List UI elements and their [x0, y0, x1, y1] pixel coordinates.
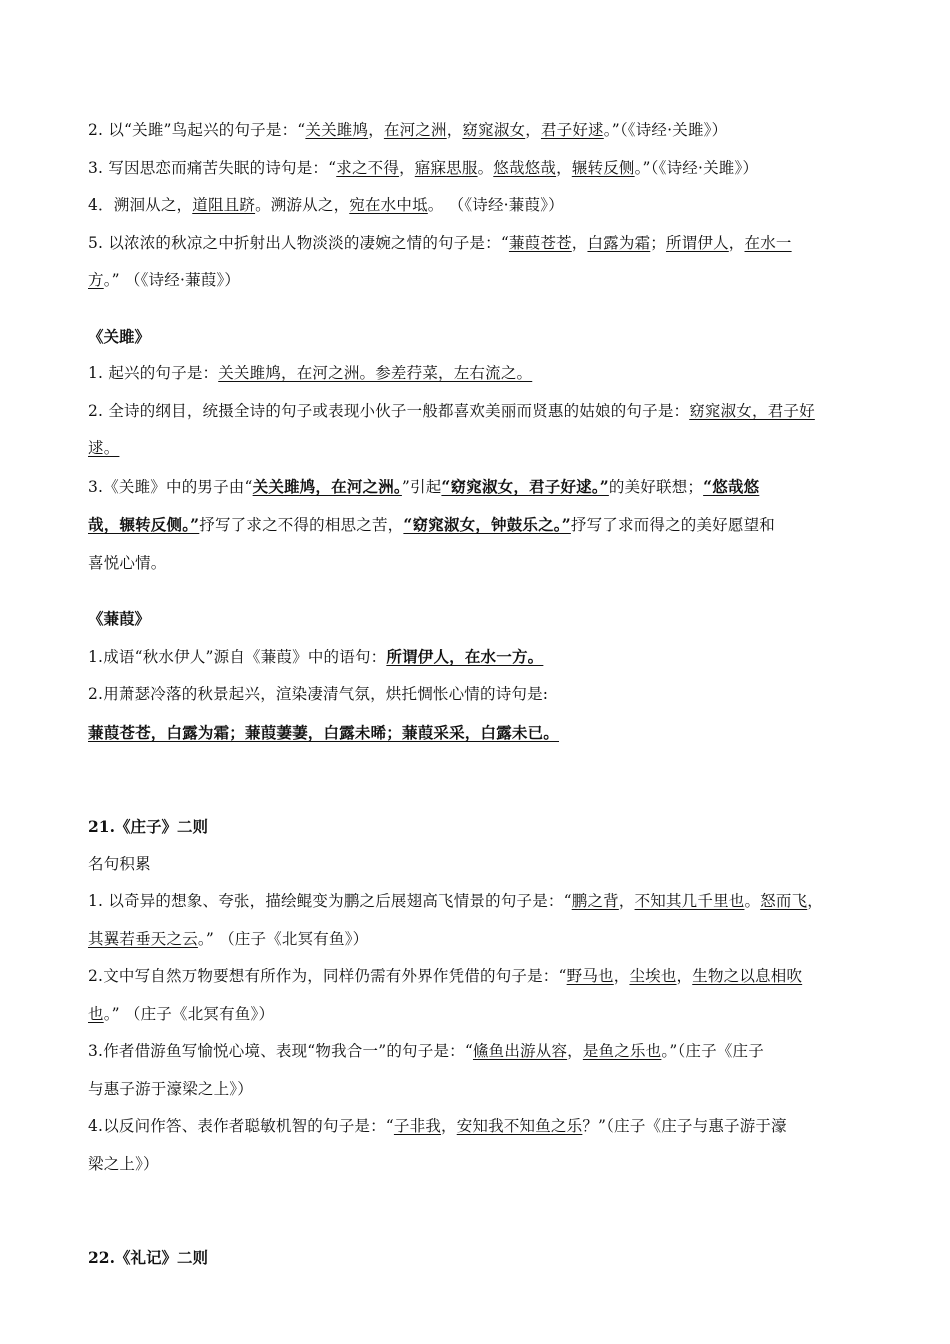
zhuangzi-item-1-line-2: 其翼若垂天之云。” （庄子《北冥有鱼》）: [88, 929, 369, 948]
guanju-item-1: 1. 起兴的句子是：关关雎鸠，在河之洲。参差荇菜，左右流之。: [88, 364, 533, 382]
document-page: [88, 112, 872, 1277]
zhuangzi-item-2-line-1: 2.文中写自然万物要想有所作为，同样仍需有外界作凭借的句子是：“野马也，尘埃也，生物之以息相吹: [88, 967, 803, 985]
jianjia-item-2: 2.用萧瑟冷落的秋景起兴，渲染凄清气氛，烘托惆怅心情的诗句是:: [88, 685, 549, 703]
zhuangzi-subtitle: 名句积累: [88, 854, 151, 873]
spacer: [88, 582, 872, 600]
guanju-item-2-line-1: 2. 全诗的纲目，统摄全诗的句子或表现小伙子一般都喜欢美丽而贤惠的姑娘的句子是：窈窕淑女，君子好: [88, 401, 815, 420]
jianjia-item-1: 1.成语“秋水伊人”源自《蒹葭》中的语句：所谓伊人，在水一方。: [88, 646, 544, 666]
item-4-suhui: 4．溯洄从之，道阻且跻。溯游从之，宛在水中坻。 （《诗经·蒹葭》）: [88, 196, 564, 214]
zhuangzi-item-3-line-2: 与惠子游于濠梁之上》）: [88, 1079, 253, 1098]
guanju-item-3-line-1: 3.《关雎》中的男子由“关关雎鸠，在河之洲。”引起“窈窕淑女，君子好逑。”的美好联想；“悠哉悠: [88, 476, 760, 496]
item-3-insomnia: 3. 写因思恋而痛苦失眠的诗句是：“求之不得，寤寐思服。悠哉悠哉，辗转反侧。”（《诗经·关雎》）: [88, 158, 759, 177]
item-2-guanju-xing: 2. 以“关雎”鸟起兴的句子是：“关关雎鸠，在河之洲，窈窕淑女，君子好逑。”（《诗经·关雎》）: [88, 121, 728, 139]
jianjia-item-2-answer: 蒹葭苍苍，白露为霜；蒹葭萋萋，白露未晞；蒹葭采采，白露未已。: [88, 722, 560, 742]
section-title-liji: 22.《礼记》二则: [88, 1248, 208, 1267]
spacer: [88, 300, 872, 318]
zhuangzi-item-4-line-2: 梁之上》）: [88, 1154, 159, 1173]
spacer: [88, 752, 872, 808]
spacer: [88, 1183, 872, 1239]
guanju-item-3-line-2: 哉，辗转反侧。”抒写了求之不得的相思之苦，“窈窕淑女，钟鼓乐之。”抒写了求而得之的美好愿望和: [88, 515, 775, 534]
zhuangzi-item-4-line-1: 4.以反问作答、表作者聪敏机智的句子是：“子非我，安知我不知鱼之乐？”（庄子《庄子与惠子游于濠: [88, 1117, 787, 1135]
item-5-autumn-line-2: 方。” （《诗经·蒹葭》）: [88, 271, 241, 289]
zhuangzi-item-1-line-1: 1. 以奇异的想象、夸张，描绘鲲变为鹏之后展翅高飞情景的句子是：“鹏之背，不知其几千里也。怒而飞，: [88, 892, 823, 910]
zhuangzi-item-3-line-1: 3.作者借游鱼写愉悦心境、表现“物我合一”的句子是：“鯈鱼出游从容，是鱼之乐也。”（庄子《庄子: [88, 1042, 764, 1060]
section-title-zhuangzi: 21.《庄子》二则: [88, 817, 208, 836]
zhuangzi-item-2-line-2: 也。” （庄子《北冥有鱼》）: [88, 1004, 275, 1023]
guanju-item-3-line-3: 喜悦心情。: [88, 553, 167, 572]
section-title-jianjia: 《蒹葭》: [88, 609, 151, 628]
item-5-autumn-line-1: 5. 以浓浓的秋凉之中折射出人物淡淡的凄婉之情的句子是：“蒹葭苍苍，白露为霜；所谓伊人，在水一: [88, 233, 792, 252]
guanju-item-2-line-2: 逑。: [88, 439, 120, 457]
section-title-guanju: 《关雎》: [88, 326, 151, 346]
